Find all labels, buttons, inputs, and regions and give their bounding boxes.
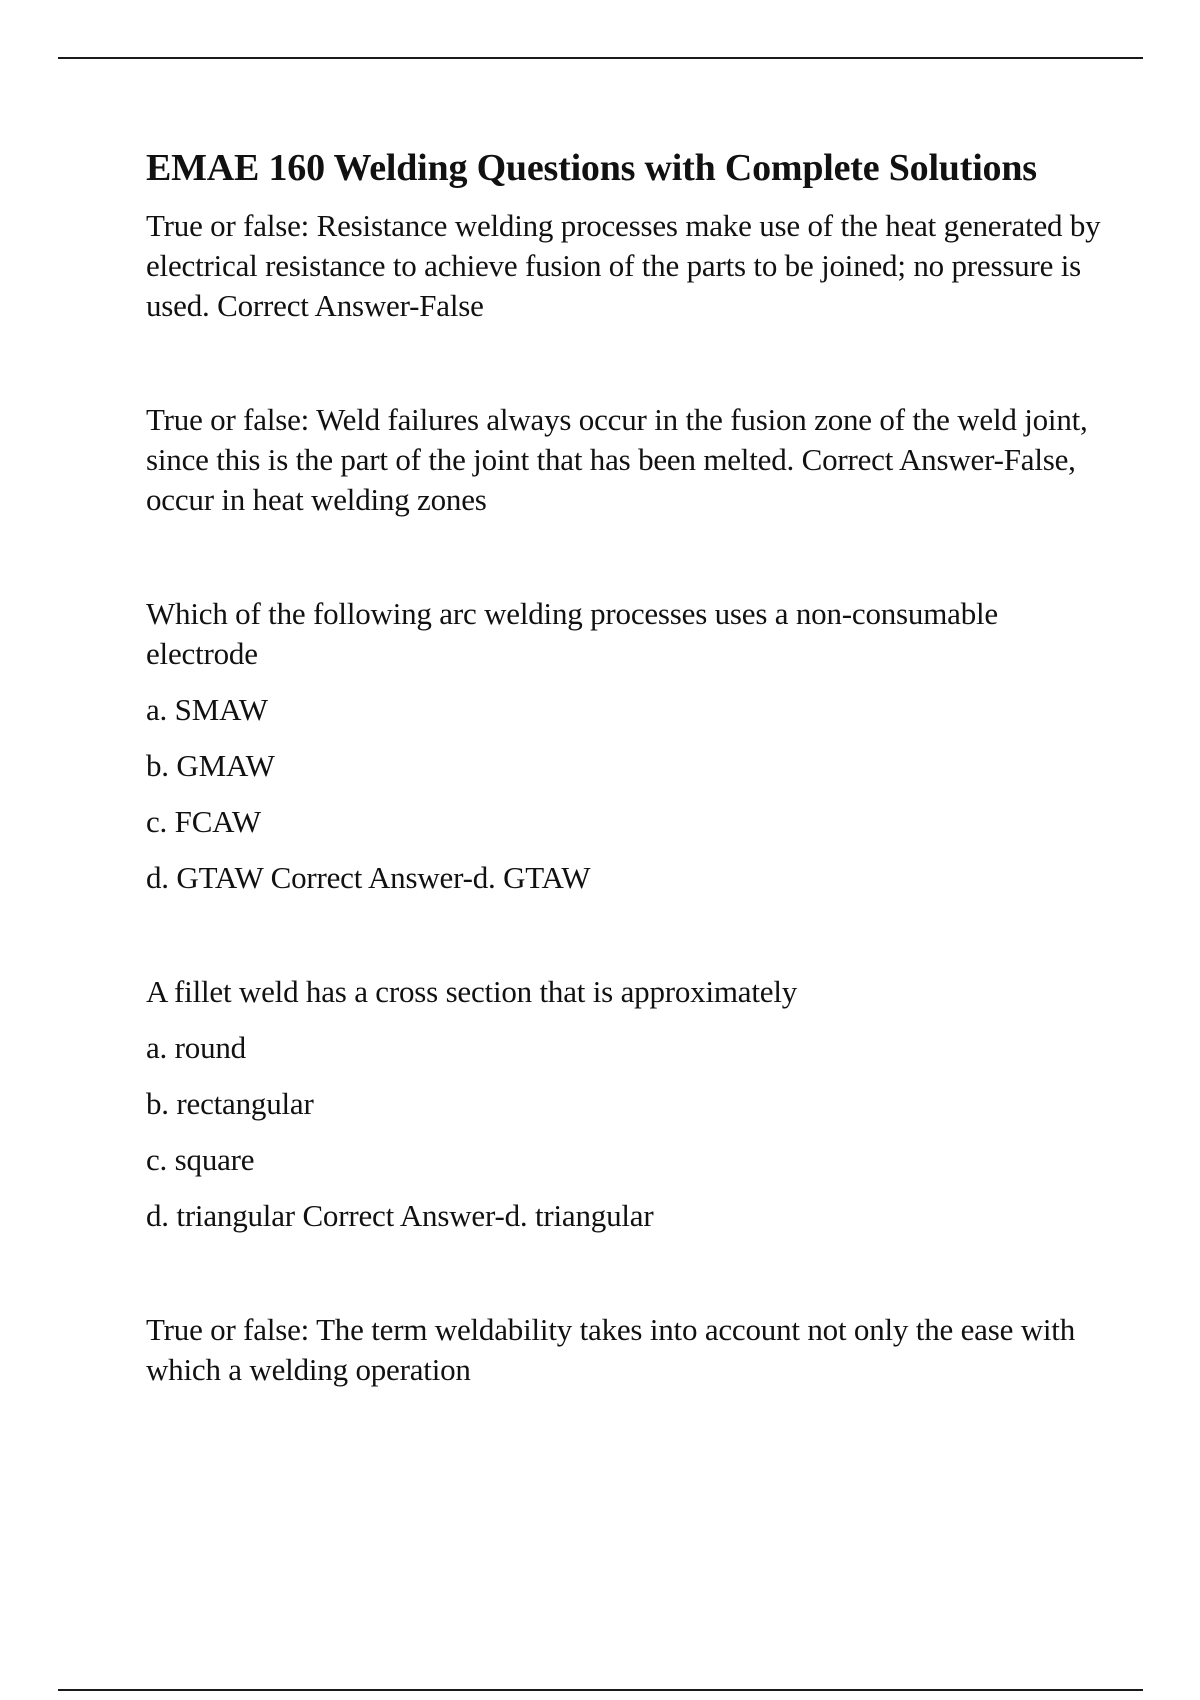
question-2	[146, 400, 1106, 520]
option-b: b. GMAW	[146, 748, 275, 783]
question-1	[146, 206, 1106, 326]
question-text: True or false: Resistance welding processes make use of the heat generated by electrical resistance to achieve fusion of the parts to be joined; no pressure is used. Correct Answer-False	[146, 208, 1101, 323]
question-4	[146, 972, 1106, 1236]
option-a: a. round	[146, 1030, 246, 1065]
document-body	[146, 143, 1106, 1390]
question-text: True or false: Weld failures always occur in the fusion zone of the weld joint, since this is the part of the joint that has been melted. Correct Answer-False, occur in heat welding zones	[146, 402, 1088, 517]
question-text: Which of the following arc welding processes uses a non-consumable electrode	[146, 596, 998, 671]
question-text: True or false: The term weldability takes into account not only the ease with which a welding operation	[146, 1312, 1076, 1387]
document-title: EMAE 160 Welding Questions with Complete Solutions	[146, 147, 1037, 189]
option-d-with-answer: d. triangular Correct Answer-d. triangular	[146, 1198, 654, 1233]
top-rule	[58, 57, 1143, 59]
bottom-rule	[58, 1689, 1143, 1691]
option-c: c. square	[146, 1142, 255, 1177]
option-a: a. SMAW	[146, 692, 268, 727]
option-c: c. FCAW	[146, 804, 261, 839]
question-5	[146, 1310, 1106, 1390]
option-b: b. rectangular	[146, 1086, 314, 1121]
question-text: A fillet weld has a cross section that is approximately	[146, 974, 798, 1009]
question-3	[146, 594, 1106, 898]
option-d-with-answer: d. GTAW Correct Answer-d. GTAW	[146, 860, 591, 895]
